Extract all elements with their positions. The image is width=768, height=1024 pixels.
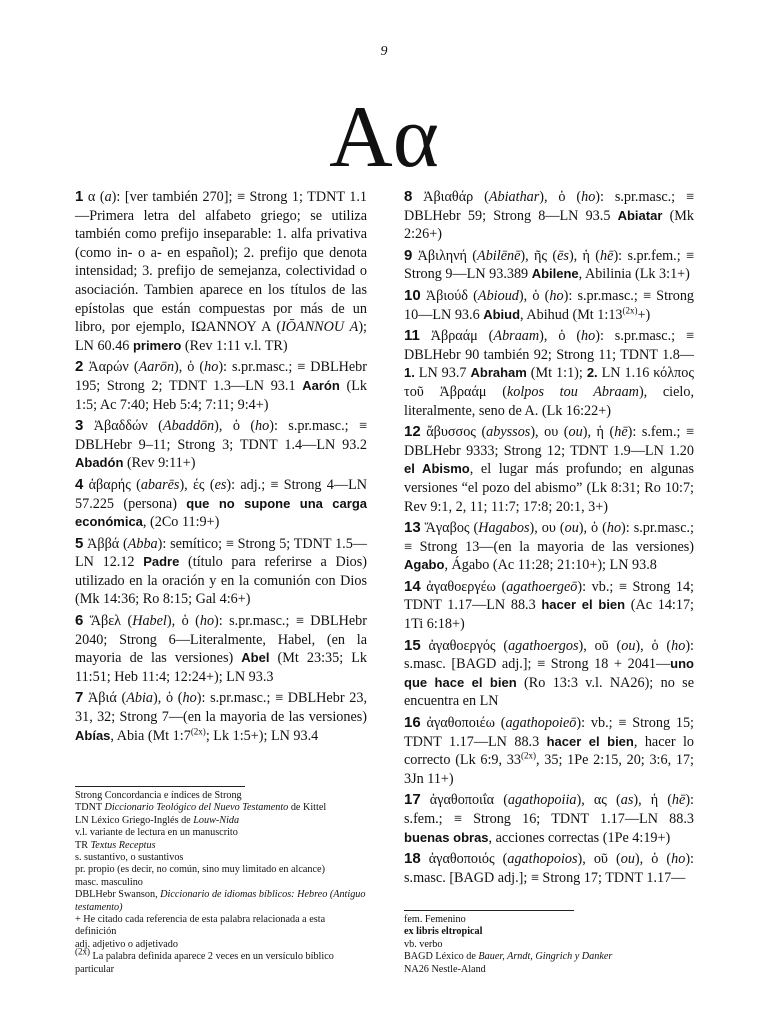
entry-text: Ἀαρών (Aarōn), ὁ (ho): s.pr.masc.; ≡ DBLHebr 195; Strong 2; TDNT 1.3—LN 93.1 Aarón (Lk 1:5; Ac 7:40; Heb 5:4; 7:11; 9:4+) [75,359,367,413]
entry-text: Ἀβιούδ (Abioud), ὁ (ho): s.pr.masc.; ≡ Strong 10—LN 93.6 Abiud, Abihud (Mt $1:13^{(2x)}+$) [404,287,695,323]
dictionary-entry [75,535,367,609]
dictionary-entry [75,358,367,414]
entry-number: 11 [404,327,420,345]
entry-number: 14 [404,577,421,595]
left-footnotes [75,790,367,976]
dictionary-entry [75,612,367,686]
left-footnote-rule [75,786,245,787]
entry-number: 1 [75,188,84,205]
entry-text: α (a): [ver también 270]; ≡ Strong 1; TDNT 1.1—Primera letra del alfabeto griego; se utiliza también como prefijo inseparable: 1. alfa privativa (como in- o a- en español); 2. prefijo que denota intensidad; 3. prefijo de semejanza, colectividad o asociación. Tambien aparece en los títulos de las epístolas que están compuestas por más de un libro, por ejemplo, ΙΩΑΝΝΟΥ Α (IŌANNOU A); LN 60.46 primero (Rev 1:11 v.l. TR) [75,189,367,354]
entry-number: 6 [75,612,84,630]
dictionary-entry [75,417,367,473]
footnote-line: masc. masculino [75,876,143,888]
dictionary-entry [404,714,694,788]
right-footnotes [404,914,694,976]
page-number: 9 [380,44,388,59]
dictionary-entry [404,850,694,887]
entry-number: 13 [404,519,421,537]
footnote-line: DBLHebr Swanson, Diccionario de idiomas bíblicos: Hebreo (Antiguo testamento) [75,889,366,913]
entry-number: 16 [404,714,421,732]
dictionary-entry [404,247,694,284]
dictionary-entry [404,578,694,634]
footnote-line: NA26 Nestle-Aland [404,963,486,975]
entry-text: Ἀββά (Abba): semítico; ≡ Strong 5; TDNT 1.5—LN 12.12 Padre (título para referirse a Dios) utilizado en la oración y en la comunión con Dios (Mk 14:36; Ro 8:15; Gal 4:6+) [75,535,367,608]
dictionary-entry [75,188,367,355]
dictionary-entry [404,188,694,244]
entry-number: 18 [404,850,421,868]
footnote-line: ex libris eltropical [404,926,483,938]
footnote-line: pr. propio (es decir, no común, sino muy limitado en alcance) [75,864,325,876]
dictionary-entry [404,791,694,847]
entry-number: 4 [75,475,84,493]
footnote-line: TR Textus Receptus [75,839,156,851]
entry-number: 2 [75,358,84,376]
dictionary-entry [404,287,694,324]
dictionary-entry [404,519,694,575]
entry-text: Ἀβαδδών (Abaddōn), ὁ (ho): s.pr.masc.; ≡ DBLHebr 9–11; Strong 3; TDNT 1.4—LN 93.2 Abadón (Rev 9:11+) [75,418,367,472]
footnote-line: Strong Concordancia e índices de Strong [75,790,242,801]
entry-number: 17 [404,791,421,809]
entry-text: ἀβαρής (abarēs), ές (es): adj.; ≡ Strong 4—LN 57.225 (persona) que no supone una carga económica, (2Co 11:9+) [75,476,367,531]
entry-text: Ἀβιαθάρ (Abiathar), ὁ (ho): s.pr.masc.; ≡ DBLHebr 59; Strong 8—LN 93.5 Abiatar (Mk 2:26+) [404,189,694,243]
entry-text: Ἀβιληνή (Abilēnē), ῆς (ēs), ἡ (hē): s.pr.fem.; ≡ Strong 9—LN 93.389 Abilene, Abilinia (Lk 3:1+) [404,247,694,283]
footnote-line: vb. verbo [404,938,443,950]
entry-number: 5 [75,534,84,552]
dictionary-entry [404,327,694,420]
entry-text: ἀγαθοποιός (agathopoios), οῦ (ou), ὁ (ho): s.masc. [BAGD adj.]; ≡ Strong 17; TDNT 1.17— [404,851,694,886]
dictionary-entry [404,423,694,516]
entry-text: Ἀβραάμ (Abraam), ὁ (ho): s.pr.masc.; ≡ DBLHebr 90 también 92; Strong 11; TDNT 1.8—1. LN 93.7 Abraham (Mt 1:1); 2. LN 1.16 κόλπος τοῦ Ἀβραάμ (kolpos tou Abraam), cielo, literalmente, seno de A. (Lk 16:22+) [404,328,695,419]
footnote-line: v.l. variante de lectura en un manuscrito [75,827,238,839]
entry-number: 10 [404,286,421,304]
footnote-line: LN Léxico Griego-Inglés de Louw-Nida [75,814,240,826]
entry-text: Ἀβιά (Abia), ὁ (ho): s.pr.masc.; ≡ DBLHebr 23, 31, 32; Strong 7—(en la mayoria de las versiones) Abías, Abia (Mt $1:7^{(2x)}$; Lk 1:5+); LN 93.4 [75,690,367,744]
entry-number: 7 [75,689,84,707]
dictionary-entry [404,637,694,711]
right-footnote-rule [404,910,574,911]
footnote-line: TDNT Diccionario Teológico del Nuevo Testamento de Kittel [75,802,327,814]
dictionary-entry [75,476,367,532]
entry-number: 9 [404,246,413,264]
left-column [75,188,367,748]
right-column [404,188,694,890]
entry-number: 8 [404,188,413,205]
entry-text: ἀγαθοποιΐα (agathopoiia), ας (as), ἡ (hē): s.fem.; ≡ Strong 16; TDNT 1.17—LN 88.3 buenas obras, acciones correctas (1Pe 4:19+) [404,792,694,846]
entry-number: 3 [75,417,84,435]
footnote-line: + He citado cada referencia de esta palabra relacionada a esta definición [75,914,326,938]
entry-text: ἀγαθοεργός (agathoergos), οῦ (ou), ὁ (ho): s.masc. [BAGD adj.]; ≡ Strong 18 + 2041—uno que hace el bien (Ro 13:3 v.l. NA26); no se encuentra en LN [404,637,694,710]
entry-text: ἀγαθοεργέω (agathoergeō): vb.; ≡ Strong 14; TDNT 1.17—LN 88.3 hacer el bien (Ac 14:17; 1Ti 6:18+) [404,578,695,633]
entry-text: Ἅγαβος (Hagabos), ου (ou), ὁ (ho): s.pr.masc.; ≡ Strong 13—(en la mayoria de las versiones) Agabo, Ágabo (Ac 11:28; 21:10+); LN 93.8 [404,520,694,574]
entry-text: ἄβυσσος (abyssos), ου (ou), ἡ (hē): s.fem.; ≡ DBLHebr 9333; Strong 12; TDNT 1.9—LN 1.20 el Abismo, el lugar más profundo; en algunas versiones “el pozo del abismo” (Lk 8:31; Ro 10:7; Rev 9:1, 2, 11; 11:7; 17:8; 20:1, 3+) [404,424,694,515]
entry-text: ἀγαθοποιέω (agathopoieō): vb.; ≡ Strong 15; TDNT 1.17—LN 88.3 hacer el bien, hacer lo correcto (Lk 6:9, $33^{(2x)}$, 35; 1Pe 2:15, 20; 3:6, 17; 3Jn 11+) [404,715,695,787]
entry-number: 12 [404,423,421,441]
entry-text: Ἅβελ (Habel), ὁ (ho): s.pr.masc.; ≡ DBLHebr 2040; Strong 6—Literalmente, Habel, (en la mayoria de las versiones) Abel (Mt 23:35; Lk 11:51; Heb 11:4; 12:24+); LN 93.3 [75,613,367,685]
dictionary-entry [75,689,367,745]
footnote-line: adj. adjetivo o adjetivado [75,938,178,950]
section-letter: Αα [329,89,439,186]
footnote-line: BAGD Léxico de Bauer, Arndt, Gingrich y Danker [404,951,613,963]
footnote-line: s. sustantivo, o sustantivos [75,852,184,864]
footnote-line: fem. Femenino [404,914,466,925]
entry-number: 15 [404,636,421,654]
footnote-line: $^{(2x)}$ La palabra definida aparece 2 veces en un versículo bíblico particular [75,946,334,975]
